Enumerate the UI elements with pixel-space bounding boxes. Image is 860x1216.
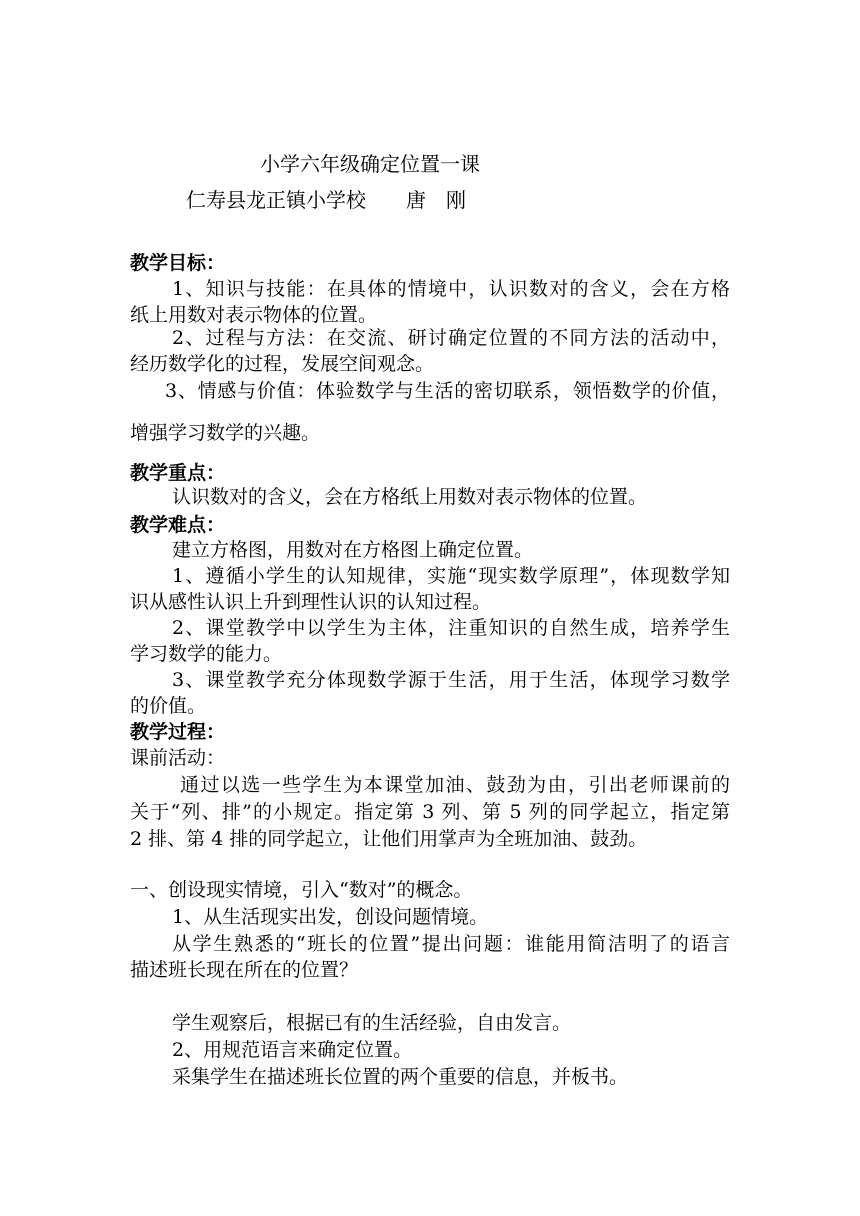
difficult-heading: 教学难点： xyxy=(130,514,226,536)
difficult-line: 的价值。 xyxy=(130,695,207,717)
part1-line: 描述班长现在所在的位置？ xyxy=(130,959,359,981)
key-heading: 教学重点： xyxy=(130,462,226,484)
pre-activity-line: 2 排、第 4 排的同学起立，让他们用掌声为全班加油、鼓劲。 xyxy=(130,828,648,850)
part1-title: 一、创设现实情境，引入“数对”的概念。 xyxy=(130,879,473,901)
pre-activity-line: 关于“列、排”的小规定。指定第 3 列、第 5 列的同学起立，指定第 xyxy=(130,801,730,823)
difficult-line: 3、课堂教学充分体现数学源于生活，用于生活，体现学习数学 xyxy=(172,669,730,691)
difficult-line: 学习数学的能力。 xyxy=(130,643,283,665)
process-heading: 教学过程： xyxy=(130,721,226,743)
pre-activity-line: 通过以选一些学生为本课堂加油、鼓劲为由，引出老师课前的 xyxy=(180,774,730,796)
part1-line: 学生观察后，根据已有的生活经验，自由发言。 xyxy=(172,1012,572,1034)
difficult-line: 识从感性认识上升到理性认识的认知过程。 xyxy=(130,591,492,613)
difficult-line: 建立方格图，用数对在方格图上确定位置。 xyxy=(172,539,534,561)
part1-line: 采集学生在描述班长位置的两个重要的信息，并板书。 xyxy=(172,1066,629,1088)
author-line: 仁寿县龙正镇小学校 唐 刚 xyxy=(186,188,466,212)
key-line: 认识数对的含义，会在方格纸上用数对表示物体的位置。 xyxy=(172,486,648,508)
pre-activity-label: 课前活动： xyxy=(130,747,226,769)
goals-line: 3、情感与价值：体验数学与生活的密切联系，领悟数学的价值， xyxy=(165,380,730,402)
goals-line: 2、过程与方法：在交流、研讨确定位置的不同方法的活动中， xyxy=(172,327,730,349)
goals-line: 1、知识与技能：在具体的情境中，认识数对的含义，会在方格 xyxy=(172,278,730,300)
part1-line: 2、用规范语言来确定位置。 xyxy=(172,1039,413,1061)
goals-line: 纸上用数对表示物体的位置。 xyxy=(130,304,378,326)
goals-line: 增强学习数学的兴趣。 xyxy=(130,422,321,444)
document-title: 小学六年级确定位置一课 xyxy=(260,152,480,176)
difficult-line: 1、遵循小学生的认知规律，实施“现实数学原理”，体现数学知 xyxy=(172,565,730,587)
part1-line: 从学生熟悉的“班长的位置”提出问题：谁能用简洁明了的语言 xyxy=(172,933,730,955)
goals-heading: 教学目标： xyxy=(130,252,226,274)
difficult-line: 2、课堂教学中以学生为主体，注重知识的自然生成，培养学生 xyxy=(172,617,730,639)
part1-line: 1、从生活现实出发，创设问题情境。 xyxy=(172,906,489,928)
goals-line: 经历数学化的过程，发展空间观念。 xyxy=(130,353,435,375)
